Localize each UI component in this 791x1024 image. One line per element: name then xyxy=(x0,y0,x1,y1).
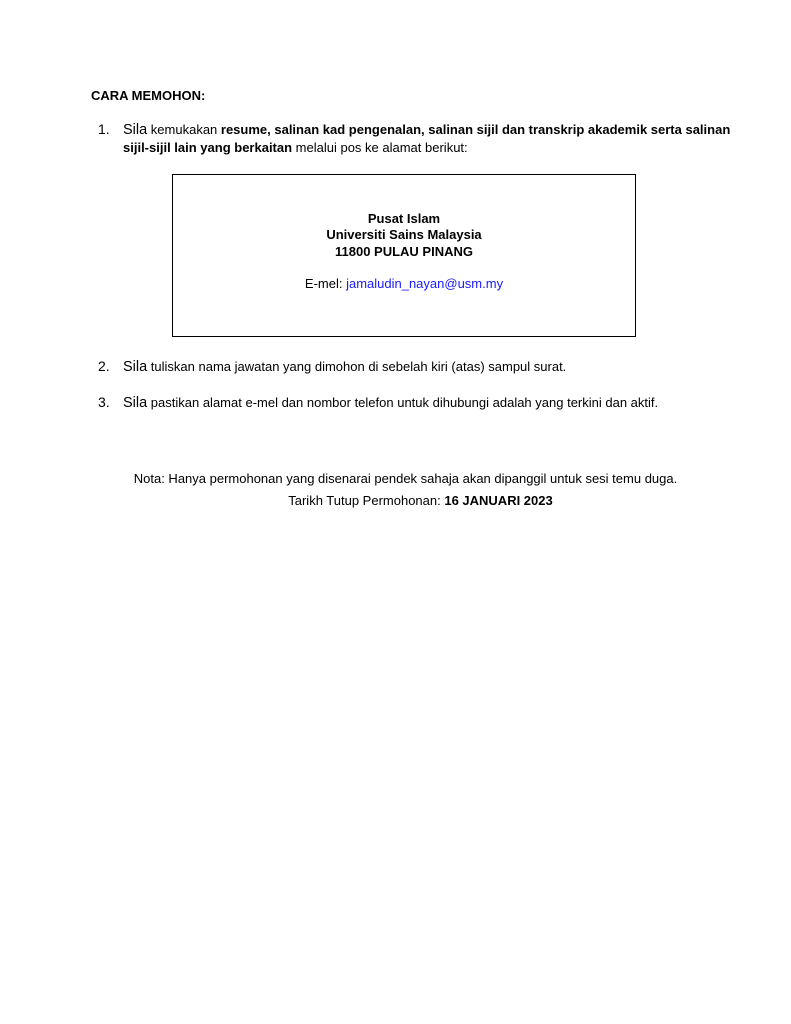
address-box xyxy=(172,174,636,337)
list-item-text xyxy=(123,394,753,412)
email-line xyxy=(173,276,635,292)
address-line-organization: Pusat Islam xyxy=(367,211,441,226)
list-item-text xyxy=(123,358,753,376)
list-item-plain-text: melalui pos ke alamat berikut: xyxy=(292,140,468,155)
list-item xyxy=(98,394,748,414)
list-item-lead: Sila xyxy=(123,122,148,138)
list-item xyxy=(98,121,748,157)
email-link[interactable]: jamaludin_nayan@usm.my xyxy=(346,276,504,291)
email-label: E-mel: xyxy=(304,276,347,291)
list-number: 1. xyxy=(98,121,110,137)
address-line-postcode-city: 11800 PULAU PINANG xyxy=(335,244,473,259)
list-number: 2. xyxy=(98,358,110,374)
address-line-university: Universiti Sains Malaysia xyxy=(326,227,482,242)
closing-date-line xyxy=(25,492,791,509)
note-text: Nota: Hanya permohonan yang disenarai pendek sahaja akan dipanggil untuk sesi temu duga. xyxy=(133,471,678,486)
list-item-lead: Sila xyxy=(123,359,148,375)
list-item-plain-text: kemukakan xyxy=(147,122,221,137)
closing-date-value: 16 JANUARI 2023 xyxy=(444,493,553,508)
list-number: 3. xyxy=(98,394,110,410)
required-documents: resume, salinan kad pengenalan, salinan sijil dan transkrip akademik serta salinan sijil-sijil lain yang berkaitan xyxy=(123,122,731,155)
list-item-text xyxy=(123,121,753,156)
list-item-lead: Sila xyxy=(123,395,148,411)
closing-date-label: Tarikh Tutup Permohonan: xyxy=(288,493,445,508)
section-heading: CARA MEMOHON: xyxy=(91,88,206,103)
list-item xyxy=(98,358,748,378)
list-item-plain-text: pastikan alamat e-mel dan nombor telefon untuk dihubungi adalah yang terkini dan aktif. xyxy=(147,395,659,410)
list-item-plain-text: tuliskan nama jawatan yang dimohon di sebelah kiri (atas) sampul surat. xyxy=(147,359,567,374)
